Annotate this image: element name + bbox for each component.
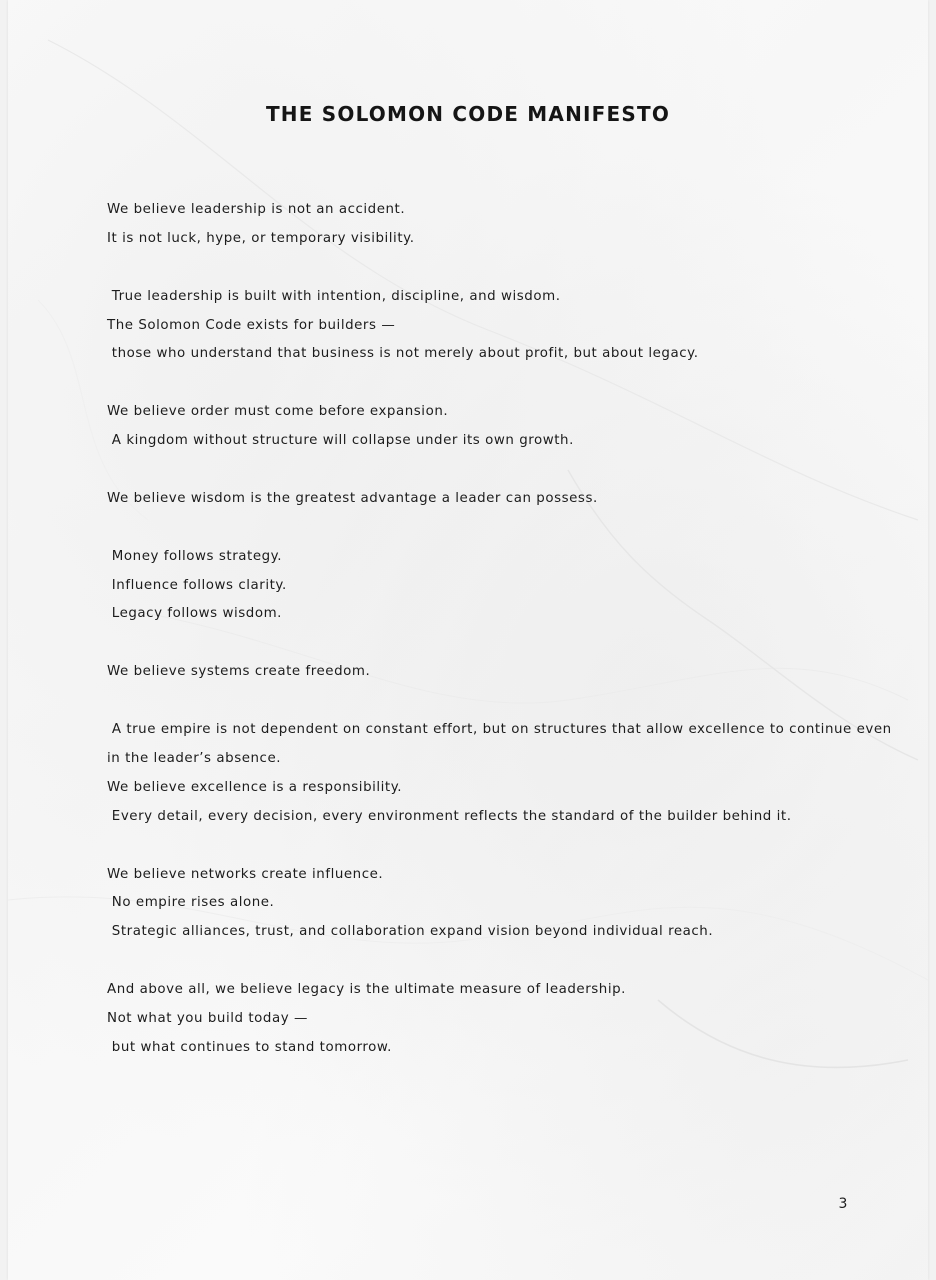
blank-line bbox=[107, 947, 907, 976]
text-line: It is not luck, hype, or temporary visibility. bbox=[107, 230, 415, 246]
text-line: We believe wisdom is the greatest advantage a leader can possess. bbox=[107, 490, 598, 506]
text-line: Money follows strategy. bbox=[107, 548, 283, 564]
page-title: THE SOLOMON CODE MANIFESTO bbox=[265, 102, 671, 126]
text-line: No empire rises alone. bbox=[107, 895, 275, 911]
text-line: We believe systems create freedom. bbox=[107, 664, 371, 680]
text-line: We believe networks create influence. bbox=[107, 866, 384, 882]
text-line: but what continues to stand tomorrow. bbox=[107, 1039, 392, 1055]
text-line: Every detail, every decision, every environment reflects the standard of the builder behind it. bbox=[107, 808, 792, 824]
text-line: We believe leadership is not an accident. bbox=[107, 202, 406, 217]
text-line: Influence follows clarity. bbox=[107, 577, 287, 593]
text-line: Strategic alliances, trust, and collaboration expand vision beyond individual reach. bbox=[107, 924, 714, 940]
text-line: We believe order must come before expansion. bbox=[107, 404, 449, 420]
text-line: True leadership is built with intention, discipline, and wisdom. bbox=[107, 288, 561, 304]
blank-line bbox=[107, 456, 907, 485]
blank-line bbox=[107, 687, 907, 716]
text-line: And above all, we believe legacy is the ultimate measure of leadership. bbox=[107, 982, 626, 998]
text-line: those who understand that business is not merely about profit, but about legacy. bbox=[107, 346, 699, 362]
blank-line bbox=[107, 832, 907, 861]
blank-line bbox=[107, 254, 907, 283]
blank-line bbox=[107, 629, 907, 658]
text-line: Legacy follows wisdom. bbox=[107, 606, 282, 622]
text-line: The Solomon Code exists for builders — bbox=[107, 317, 396, 333]
text-line: A kingdom without structure will collapse under its own growth. bbox=[107, 433, 574, 449]
blank-line bbox=[107, 369, 907, 398]
page-number: 3 bbox=[838, 1196, 848, 1212]
text-line: A true empire is not dependent on constant effort, but on structures that allow excellence to continue even in the leader’s absence. bbox=[107, 722, 897, 766]
blank-line bbox=[107, 514, 907, 543]
manifesto-body bbox=[107, 196, 907, 1063]
text-line: We believe excellence is a responsibility. bbox=[107, 779, 403, 795]
text-line: Not what you build today — bbox=[107, 1010, 308, 1026]
document-page bbox=[8, 0, 928, 1280]
